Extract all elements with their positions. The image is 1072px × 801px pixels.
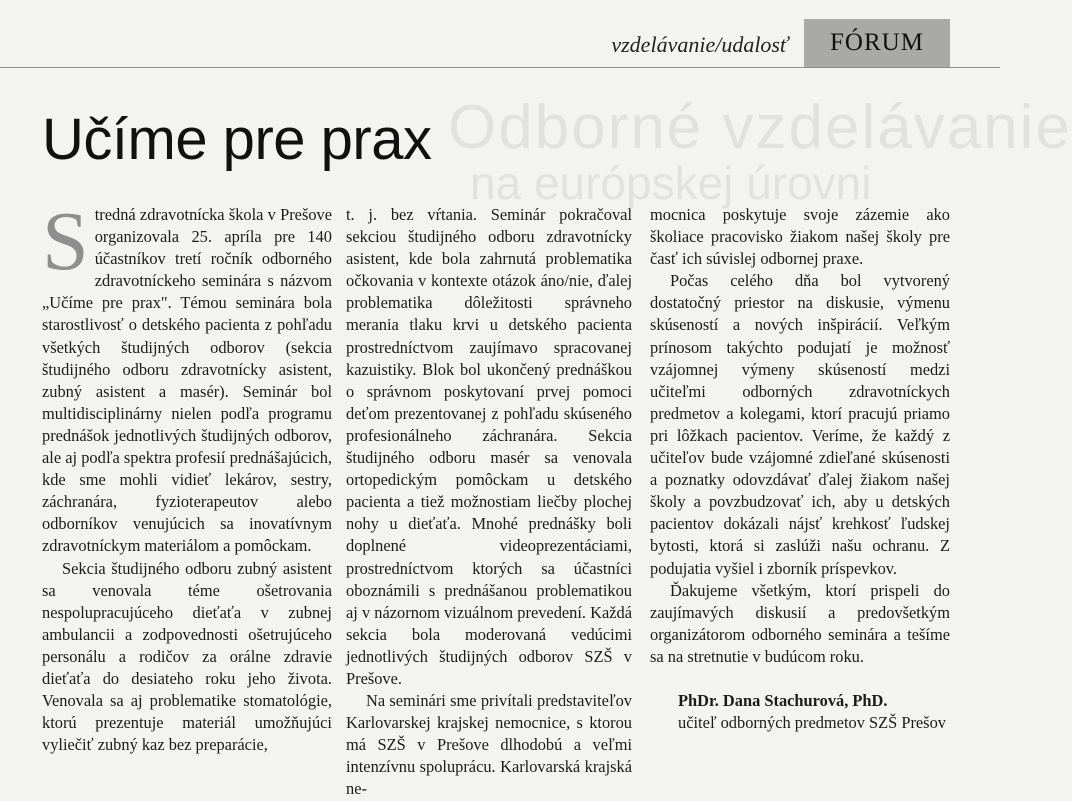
section-box-label: FÓRUM [830, 29, 924, 56]
author-role: učiteľ odborných predmetov SZŠ Prešov [678, 713, 946, 733]
section-label: vzdelávanie/udalosť [611, 32, 788, 57]
author-name: PhDr. Dana Stachurová, PhD. [678, 690, 888, 710]
paragraph: t. j. bez vŕtania. Seminár pokračoval sekciou študijného odboru zdravotnícky asistent, kde bola zahrnutá problematika očkovania v kontexte otázok áno/nie, ďalej problematika dôležitosti správneho merania tlaku krvi u detského pacienta prostredníctvom zaujímavo spracovanej kazuistiky. Blok bol ukončený prednáškou o správnom poskytovaní prvej pomoci deťom prezentovanej z pohľadu skúseného profesionálneho záchranára. Sekcia študijného odboru masér sa venovala ortopedickým pomôckam u detského pacienta a tiež možnostiam liečby plochej nohy u dieťaťa. Mnohé prednášky boli doplnené videoprezentáciami, prostredníctvom ktorých sa účastníci oboznámili s prednášanou problematikou aj v názornom vizuálnom prevedení. Každá sekcia bola moderovaná vedúcimi jednotlivých študijných odborov SZŠ v Prešove. [346, 205, 632, 688]
show-through-text-line-2: na európskej úrovni [470, 157, 872, 209]
dropcap: S [42, 195, 89, 288]
paragraph: Sekcia študijného odboru zubný asistent sa venovala téme ošetrovania nespolupracujúceho dieťaťa v zubnej ambulancii a zodpovednosti ošetrujúceho personálu a rodičov za orálne zdravie dieťaťa do desiateho roku jeho života. Venovala sa aj problematike stomatológie, ktorú prezentuje materiál umožňujúci vyliečiť zubný kaz bez preparácie, [42, 558, 332, 755]
article-column-1 [42, 195, 332, 756]
section-box [804, 19, 950, 67]
paragraph: mocnica poskytuje svoje zázemie ako školiace pracovisko žiakom našej školy pre časť ich súvislej odbornej praxe. [650, 205, 950, 269]
header-rule [0, 67, 1000, 68]
article-column-2 [346, 204, 632, 801]
paragraph [42, 195, 332, 558]
paragraph: Ďakujeme všetkým, ktorí prispeli do zaujímavých diskusií a predovšetkým organizátorom odborného seminára a tešíme sa na stretnutie v budúcom roku. [650, 580, 950, 666]
article-title: Učíme pre prax [42, 107, 432, 172]
paragraph: Počas celého dňa bol vytvorený dostatočný priestor na diskusie, výmenu skúseností a nových inšpirácií. Veľkým prínosom takýchto podujatí je možnosť vzájomnej výmeny skúseností medzi učiteľmi odborných zdravotníckych predmetov a kolegami, ktorí pracujú priamo pri lôžkach pacientov. Veríme, že každý z učiteľov bude vzájomné zdieľané skúsenosti a poznatky odovzdávať ďalej žiakom našej školy a povzbudzovať ich, aby u detských pacientov dokázali nájsť krehkosť ľudskej bytosti, ktorá si zaslúži našu ochranu. Z podujatia vyšiel i zborník príspevkov. [650, 271, 950, 578]
article-column-3 [650, 204, 950, 734]
show-through-text-line-1: Odborné vzdelávanie [448, 93, 1072, 162]
paragraph: Na seminári sme privítali predstaviteľov Karlovarskej krajskej nemocnice, s ktorou má SZŠ v Prešove dlhodobú a veľmi intenzívnu spoluprácu. Karlovarská krajská ne- [346, 691, 632, 799]
paragraph-text: tredná zdravotnícka škola v Prešove organizovala 25. apríla pre 140 účastníkov tretí ročník odborného zdravotníckeho seminára s názvom „Učíme pre prax". Témou seminára bola starostlivosť o detského pacienta z pohľadu všetkých študijných odborov (sekcia študijného odboru zdravotnícky asistent, zubný asistent a masér). Seminár bol multidisciplinárny nielen podľa programu prednášok jednotlivých študijných odborov, ale aj podľa spektra profesií prednášajúcich, kde sme mohli vidieť lekárov, sestry, záchranára, fyzioterapeutov alebo odborníkov venujúcich sa inovatívnym zdravotníckym materiálom a pomôckam. [42, 205, 332, 556]
